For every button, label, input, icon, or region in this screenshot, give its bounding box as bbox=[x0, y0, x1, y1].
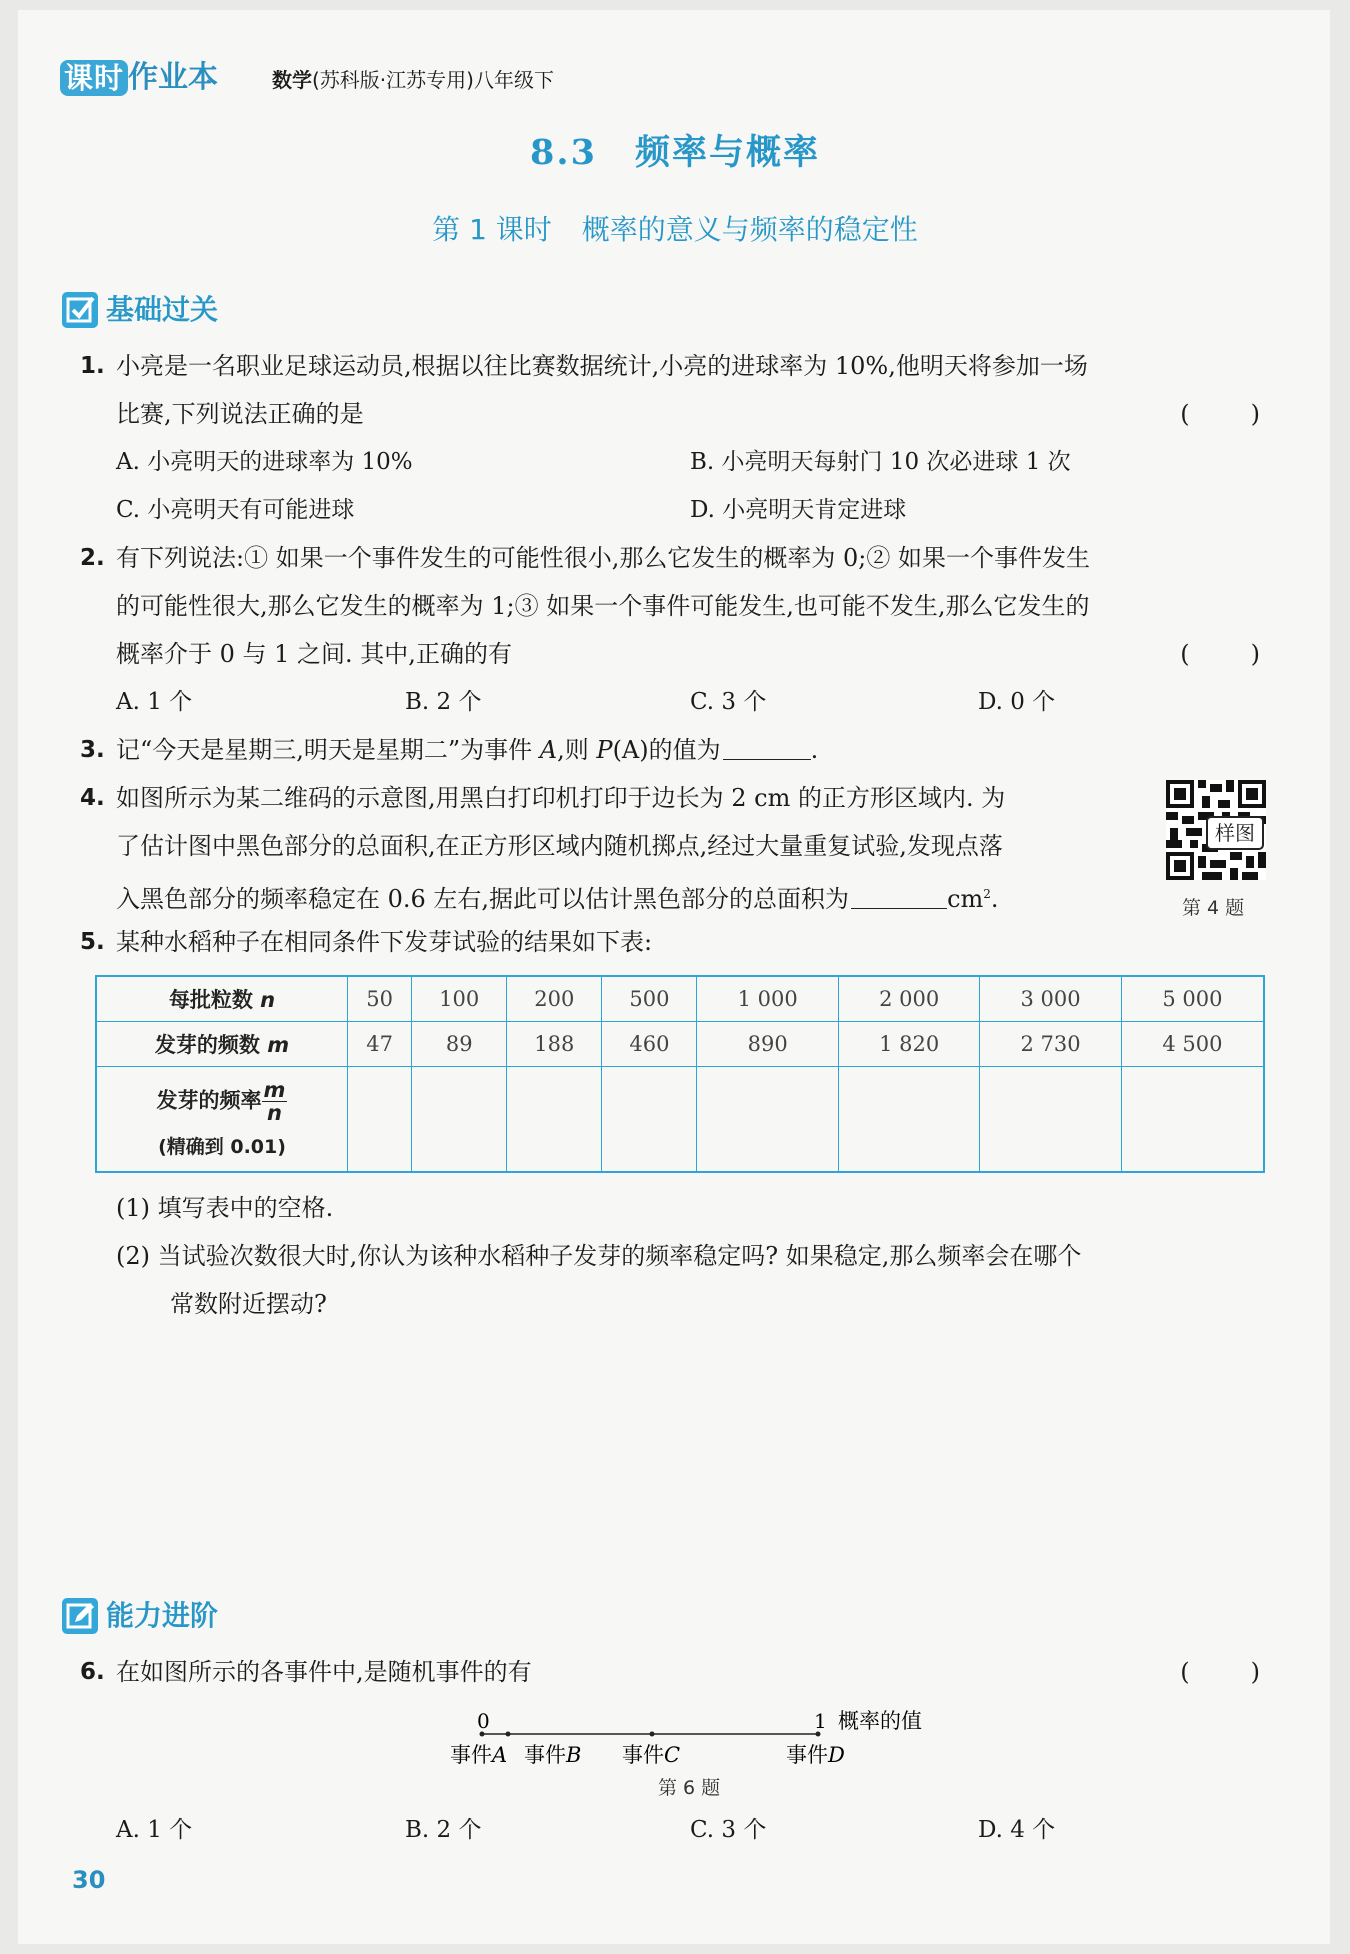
q5-sub2-line2: 常数附近摆动? bbox=[170, 1290, 327, 1318]
event-a-label: 事件A bbox=[450, 1743, 508, 1767]
q3-text-c: (A)的值为 bbox=[612, 736, 721, 764]
lesson-title bbox=[0, 208, 1350, 248]
row-header-frequency-title bbox=[97, 1079, 347, 1124]
q5-sub2-line1: (2) 当试验次数很大时,你认为该种水稻种子发芽的频率稳定吗? 如果稳定,那么频率会在哪个 bbox=[116, 1242, 1082, 1270]
section-title bbox=[0, 125, 1350, 175]
checkbox-icon bbox=[62, 292, 98, 328]
q4-line1: 如图所示为某二维码的示意图,用黑白打印机打印于边长为 2 cm 的正方形区域内. 为 bbox=[116, 784, 1006, 812]
table-cell: 1 000 bbox=[697, 976, 838, 1022]
event-b-point bbox=[506, 1732, 511, 1737]
pencil-note-icon bbox=[62, 1598, 98, 1634]
row-header-n-text: 每批粒数 bbox=[168, 988, 253, 1012]
q2-number: 2. bbox=[80, 545, 105, 571]
row-header-n bbox=[96, 976, 348, 1022]
q3-end: . bbox=[810, 736, 819, 764]
q3-answer-blank[interactable] bbox=[723, 735, 811, 760]
axis-one-label: 1 bbox=[814, 1709, 827, 1733]
q6-answer-paren: ( ) bbox=[1180, 1658, 1260, 1686]
q6-option-b: B. 2 个 bbox=[405, 1817, 482, 1843]
q4-line2: 了估计图中黑色部分的总面积,在正方形区域内随机掷点,经过大量重复试验,发现点落 bbox=[116, 832, 1003, 860]
section-label-advanced: 能力进阶 bbox=[106, 1599, 219, 1632]
answer-cell[interactable] bbox=[602, 1067, 697, 1173]
axis-title: 概率的值 bbox=[838, 1709, 922, 1733]
row-header-n-var: n bbox=[260, 988, 276, 1012]
q4-unit-exponent: 2 bbox=[983, 887, 991, 901]
axis-zero-label: 0 bbox=[477, 1709, 490, 1733]
q1-number: 1. bbox=[80, 353, 105, 379]
table-cell: 47 bbox=[348, 1022, 412, 1067]
q6-option-c: C. 3 个 bbox=[690, 1817, 767, 1843]
table-cell: 188 bbox=[507, 1022, 602, 1067]
answer-cell[interactable] bbox=[838, 1067, 979, 1173]
event-b-label: 事件B bbox=[524, 1743, 582, 1767]
q3-var-a: A bbox=[539, 736, 558, 764]
table-cell: 89 bbox=[412, 1022, 507, 1067]
q2-option-a: A. 1 个 bbox=[116, 689, 193, 715]
q4-answer-blank[interactable] bbox=[851, 884, 947, 909]
table-row-n bbox=[96, 976, 1264, 1022]
table-row-frequency bbox=[96, 1067, 1264, 1173]
event-c-label: 事件C bbox=[622, 1743, 681, 1767]
edition-label: (苏科版·江苏专用)八年级下 bbox=[312, 68, 554, 92]
probability-number-line bbox=[430, 1700, 950, 1810]
book-title bbox=[272, 67, 554, 93]
table-cell: 460 bbox=[602, 1022, 697, 1067]
q4-line3-text: 入黑色部分的频率稳定在 0.6 左右,据此可以估计黑色部分的总面积为 bbox=[116, 885, 850, 913]
q2-option-c: C. 3 个 bbox=[690, 689, 767, 715]
section-number: 8.3 bbox=[530, 132, 597, 173]
subject-label: 数学 bbox=[272, 68, 312, 92]
page-number: 30 bbox=[72, 1866, 106, 1894]
answer-cell[interactable] bbox=[348, 1067, 412, 1173]
row-header-m bbox=[96, 1022, 348, 1067]
q6-option-a: A. 1 个 bbox=[116, 1817, 193, 1843]
row-header-frequency bbox=[96, 1067, 348, 1173]
table-cell: 2 000 bbox=[838, 976, 979, 1022]
table-cell: 200 bbox=[507, 976, 602, 1022]
fraction-numerator: m bbox=[263, 1078, 286, 1102]
row-header-frequency-note: (精确到 0.01) bbox=[158, 1136, 286, 1158]
q6-text: 在如图所示的各事件中,是随机事件的有 bbox=[116, 1658, 532, 1686]
q1-line1: 小亮是一名职业足球运动员,根据以往比赛数据统计,小亮的进球率为 10%,他明天将参加一场 bbox=[116, 352, 1088, 380]
q2-line3: 概率介于 0 与 1 之间. 其中,正确的有 bbox=[116, 640, 512, 668]
fraction-m-over-n bbox=[262, 1079, 288, 1124]
brand-logo-badge: 课时 bbox=[60, 60, 128, 96]
q4-unit: cm bbox=[947, 885, 984, 913]
table-cell: 5 000 bbox=[1121, 976, 1264, 1022]
lesson-name: 概率的意义与频率的稳定性 bbox=[581, 213, 918, 246]
row-header-m-var: m bbox=[267, 1033, 290, 1057]
q6-figure-caption: 第 6 题 bbox=[658, 1777, 721, 1799]
qr-sample-label: 样图 bbox=[1206, 816, 1264, 850]
q2-option-b: B. 2 个 bbox=[405, 689, 482, 715]
q5-line1: 某种水稻种子在相同条件下发芽试验的结果如下表: bbox=[116, 928, 653, 956]
q2-option-d: D. 0 个 bbox=[978, 689, 1056, 715]
answer-cell[interactable] bbox=[980, 1067, 1121, 1173]
q4-number: 4. bbox=[80, 785, 105, 811]
q3-text-b: ,则 bbox=[557, 736, 597, 764]
q1-option-c: C. 小亮明天有可能进球 bbox=[116, 497, 355, 523]
q2-line1: 有下列说法:① 如果一个事件发生的可能性很小,那么它发生的概率为 0;② 如果一个事件发生 bbox=[116, 544, 1090, 572]
lesson-period: 第 1 课时 bbox=[432, 213, 552, 246]
q5-sub1: (1) 填写表中的空格. bbox=[116, 1194, 334, 1222]
q1-line2: 比赛,下列说法正确的是 bbox=[116, 400, 364, 428]
answer-cell[interactable] bbox=[507, 1067, 602, 1173]
row-header-frequency-text: 发芽的频率 bbox=[156, 1088, 262, 1113]
q6-number: 6. bbox=[80, 1659, 105, 1685]
q4-end: . bbox=[990, 885, 999, 913]
q1-answer-paren: ( ) bbox=[1180, 400, 1260, 428]
table-row-m bbox=[96, 1022, 1264, 1067]
q1-option-b: B. 小亮明天每射门 10 次必进球 1 次 bbox=[690, 449, 1071, 475]
q3-text-a: 记“今天是星期三,明天是星期二”为事件 bbox=[116, 736, 540, 764]
brand-logo-text: 作业本 bbox=[128, 60, 218, 95]
row-header-m-text: 发芽的频数 bbox=[154, 1033, 260, 1057]
germination-table bbox=[95, 975, 1265, 1173]
event-d-label: 事件D bbox=[786, 1743, 845, 1767]
event-c-point bbox=[650, 1732, 655, 1737]
section-label-basic: 基础过关 bbox=[106, 293, 219, 326]
table-cell: 890 bbox=[697, 1022, 838, 1067]
q3-var-p: P bbox=[596, 736, 613, 764]
q3-text bbox=[116, 734, 818, 766]
fraction-denominator: n bbox=[267, 1101, 282, 1125]
q1-option-d: D. 小亮明天肯定进球 bbox=[690, 497, 907, 523]
answer-cell[interactable] bbox=[697, 1067, 838, 1173]
q1-option-a: A. 小亮明天的进球率为 10% bbox=[116, 449, 413, 475]
table-cell: 100 bbox=[412, 976, 507, 1022]
table-cell: 50 bbox=[348, 976, 412, 1022]
q3-number: 3. bbox=[80, 737, 105, 763]
q2-line2: 的可能性很大,那么它发生的概率为 1;③ 如果一个事件可能发生,也可能不发生,那么它发生的 bbox=[116, 592, 1090, 620]
table-cell: 1 820 bbox=[838, 1022, 979, 1067]
answer-cell[interactable] bbox=[412, 1067, 507, 1173]
table-cell: 3 000 bbox=[980, 976, 1121, 1022]
q2-answer-paren: ( ) bbox=[1180, 640, 1260, 668]
q4-figure-caption: 第 4 题 bbox=[1182, 897, 1245, 919]
q4-line3 bbox=[116, 878, 999, 915]
section-name: 频率与概率 bbox=[634, 133, 820, 173]
table-cell: 500 bbox=[602, 976, 697, 1022]
answer-cell[interactable] bbox=[1121, 1067, 1264, 1173]
table-cell: 4 500 bbox=[1121, 1022, 1264, 1067]
q5-number: 5. bbox=[80, 929, 105, 955]
q6-option-d: D. 4 个 bbox=[978, 1817, 1056, 1843]
table-cell: 2 730 bbox=[980, 1022, 1121, 1067]
